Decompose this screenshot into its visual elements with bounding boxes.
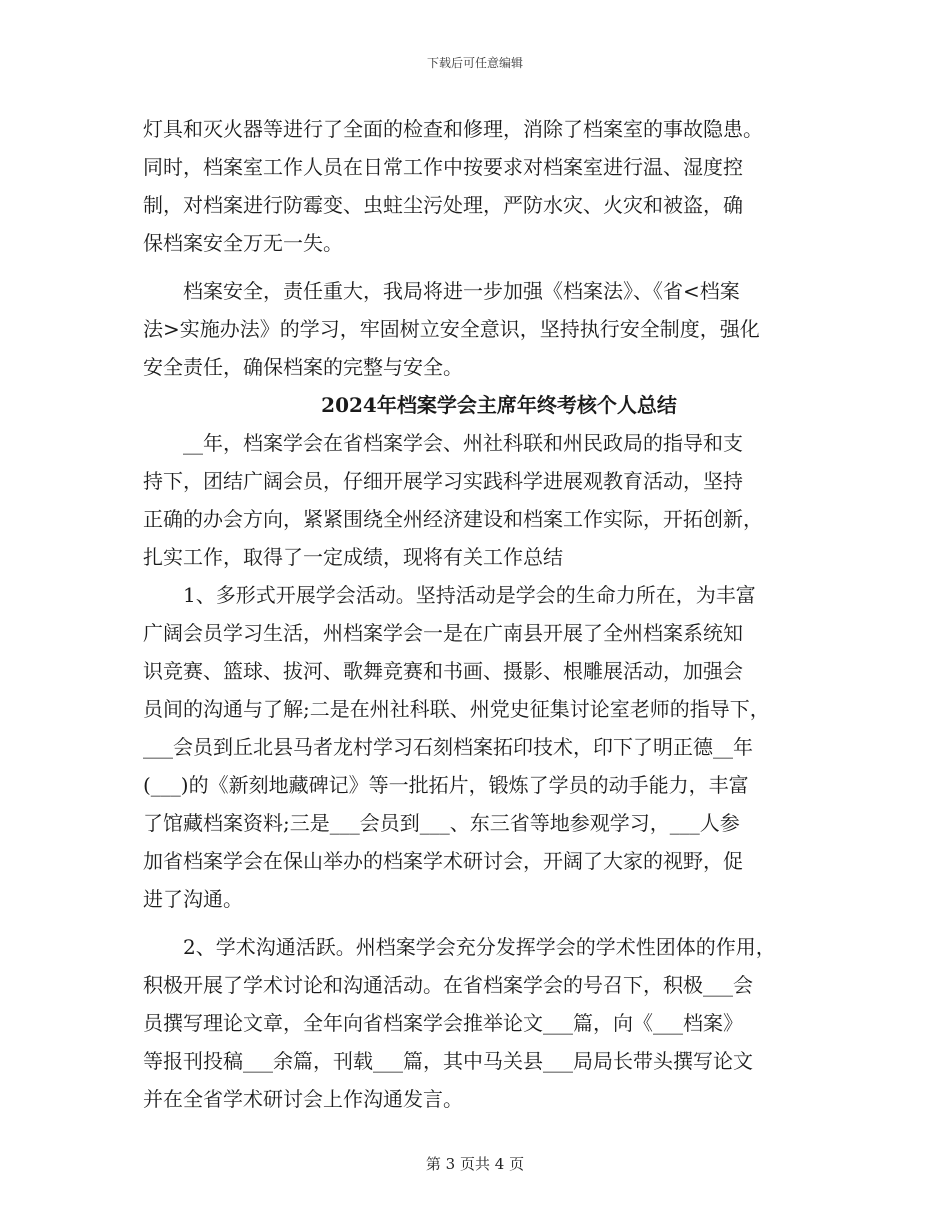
page-footer: 第 3 页共 4 页 [425,1155,525,1173]
paragraph-line: 广阔会员学习生活，州档案学会一是在广南县开展了全州档案系统知 [143,621,743,645]
paragraph-line: 并在全省学术研讨会上作沟通发言。 [143,1087,463,1111]
paragraph-line: 识竞赛、篮球、拔河、歌舞竞赛和书画、摄影、根雕展活动，加强会 [143,659,743,683]
paragraph-line: 1、多形式开展学会活动。坚持活动是学会的生命力所在，为丰富 [183,583,756,607]
paragraph-line: (___)的《新刻地藏碑记》等一批拓片，锻炼了学员的动手能力，丰富 [143,773,749,797]
paragraph-line: 员撰写理论文章，全年向省档案学会推举论文___篇，向《___档案》 [143,1011,743,1035]
paragraph-line: 持下，团结广阔会员，仔细开展学习实践科学进展观教育活动，坚持 [143,469,743,493]
paragraph-line: 安全责任，确保档案的完整与安全。 [143,355,463,379]
page-header: 下载后可任意编辑 [426,56,523,70]
paragraph-line: 2、学术沟通活跃。州档案学会充分发挥学会的学术性团体的作用， [183,935,776,959]
paragraph-line: ___会员到丘北县马者龙村学习石刻档案拓印技术，印下了明正德__年 [143,735,753,759]
paragraph-line: 员间的沟通与了解;二是在州社科联、州党史征集讨论室老师的指导下， [143,697,770,721]
paragraph-line: 扎实工作，取得了一定成绩，现将有关工作总结 [143,545,563,569]
paragraph-line: 进了沟通。 [143,887,243,911]
paragraph-line: 制，对档案进行防霉变、虫蛀尘污处理，严防水灾、火灾和被盗，确 [143,193,743,217]
paragraph-line: 档案安全，责任重大，我局将进一步加强《档案法》、《省<档案 [183,279,740,303]
paragraph-line: __年，档案学会在省档案学会、州社科联和州民政局的指导和支 [183,431,743,455]
paragraph-line: 了馆藏档案资料;三是___会员到___、东三省等地参观学习，___人参 [143,811,740,835]
paragraph-line: 加省档案学会在保山举办的档案学术研讨会，开阔了大家的视野，促 [143,849,743,873]
paragraph-line: 保档案安全万无一失。 [143,231,343,255]
paragraph-line: 灯具和灭火器等进行了全面的检查和修理，消除了档案室的事故隐患。 [143,117,763,141]
paragraph-line: 正确的办会方向，紧紧围绕全州经济建设和档案工作实际，开拓创新， [143,507,763,531]
document-body [143,110,815,1118]
section-title: 2024年档案学会主席年终考核个人总结 [321,393,677,417]
paragraph-line: 法>实施办法》的学习，牢固树立安全意识，坚持执行安全制度，强化 [143,317,760,341]
paragraph-line: 积极开展了学术讨论和沟通活动。在省档案学会的号召下，积极___会 [143,973,753,997]
paragraph-line: 同时，档案室工作人员在日常工作中按要求对档案室进行温、湿度控 [143,155,743,179]
paragraph-line: 等报刊投稿___余篇，刊载___篇，其中马关县___局局长带头撰写论文 [143,1049,753,1073]
